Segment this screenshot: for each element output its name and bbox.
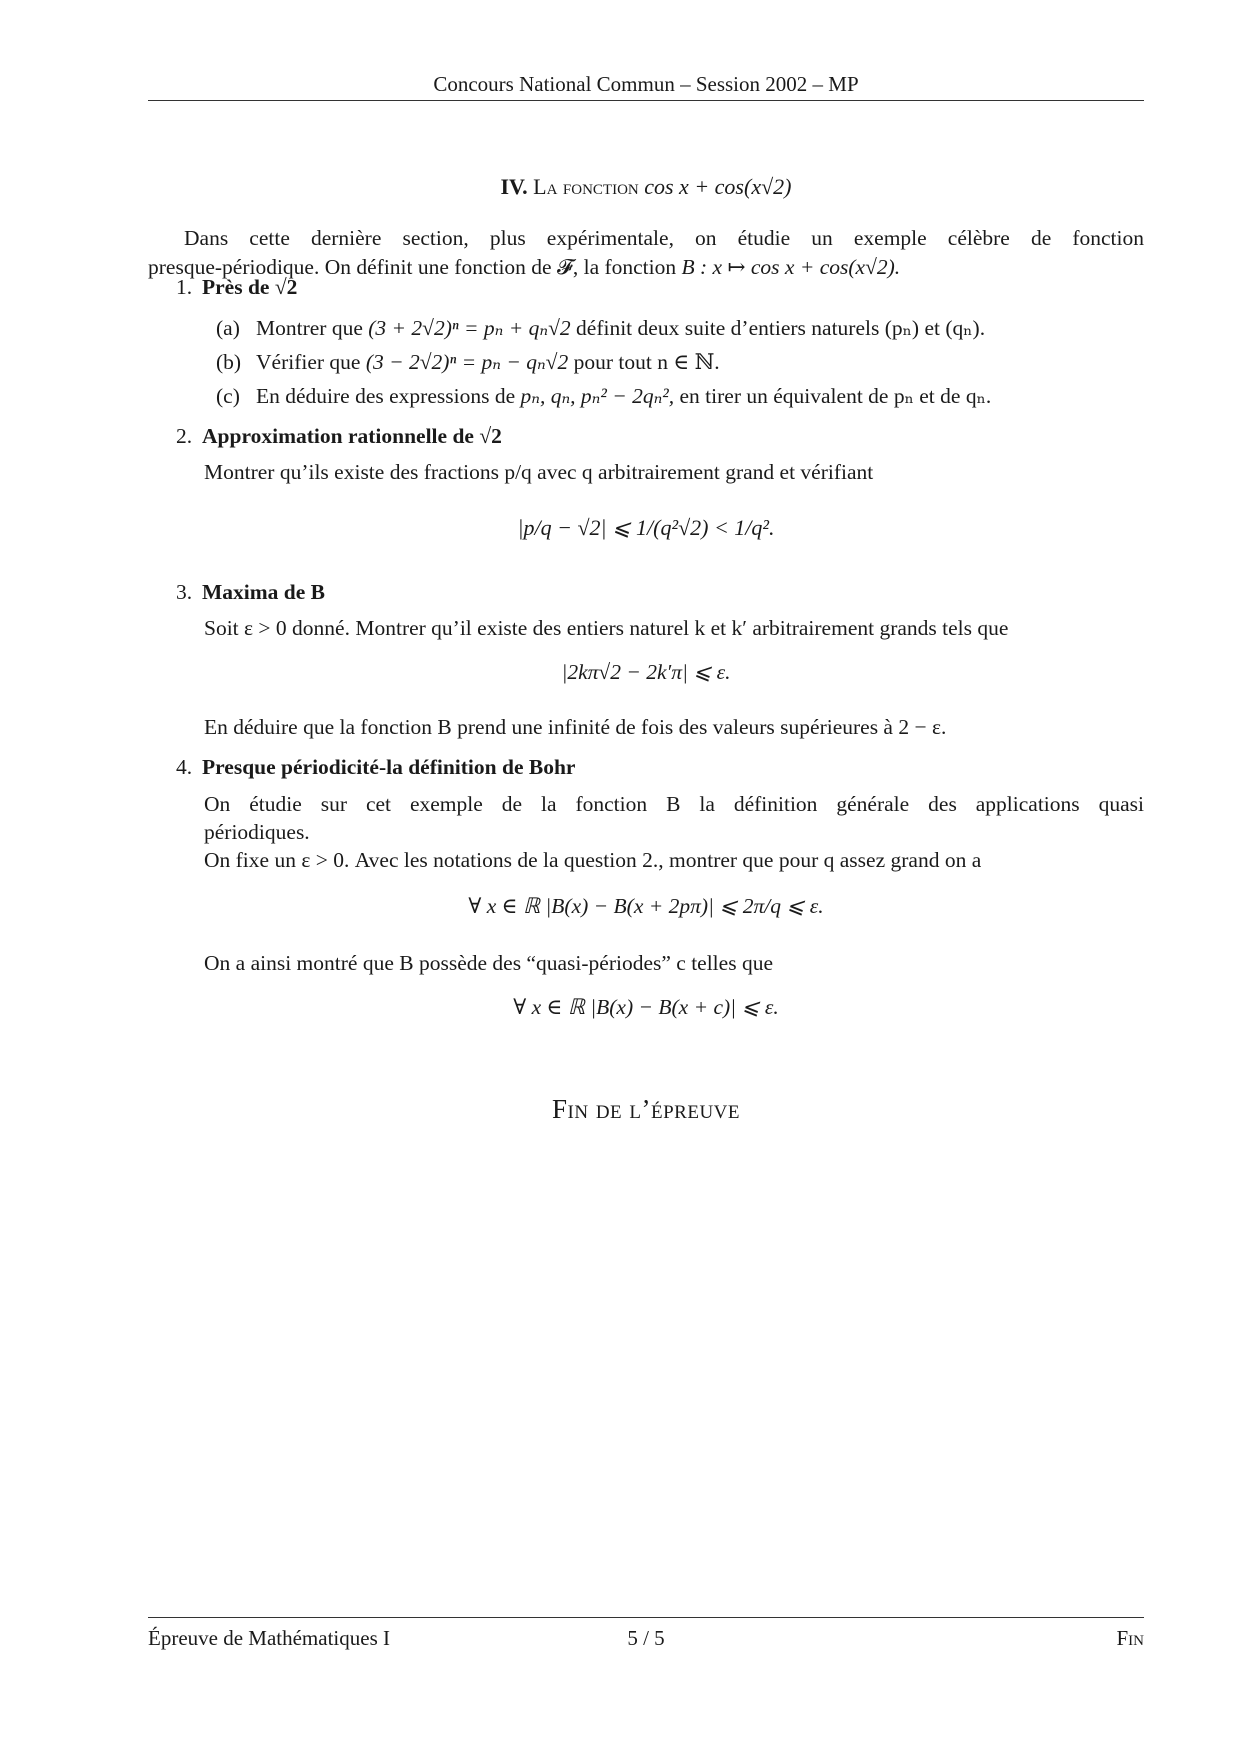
page-footer: [148, 1626, 1144, 1656]
question-4-equation-2-formula: ∀ x ∈ ℝ |B(x) − B(x + c)| ⩽ ε.: [513, 995, 779, 1019]
footer-left: Épreuve de Mathématiques I: [148, 1626, 390, 1650]
question-3-heading: [176, 580, 325, 605]
question-1a: [216, 316, 1144, 341]
question-3-text-2: En déduire que la fonction B prend une infinité de fois des valeurs supérieures à 2 − ε.: [204, 715, 947, 739]
question-3-equation: [148, 660, 1144, 685]
section-formula: cos x + cos(x√2): [644, 174, 792, 199]
question-1a-text-after: définit deux suite d’entiers naturels (pₙ) et (qₙ).: [576, 316, 986, 340]
question-2-title: Approximation rationnelle de √2: [202, 424, 502, 448]
intro-formula: B : x ↦ cos x + cos(x√2).: [681, 255, 901, 279]
intro-paragraph: [148, 224, 1144, 282]
question-3-number: 3.: [176, 580, 193, 604]
question-2-equation-formula: |p/q − √2| ⩽ 1/(q²√2) < 1/q².: [517, 515, 775, 540]
intro-line-1: Dans cette dernière section, plus expérimentale, on étudie un exemple célèbre de fonction: [184, 226, 1144, 250]
question-1b: [216, 350, 1144, 375]
section-label: La fonction: [533, 174, 639, 199]
question-4-equation-1-formula: ∀ x ∈ ℝ |B(x) − B(x + 2pπ)| ⩽ 2π/q ⩽ ε.: [468, 894, 824, 918]
question-1c-formula: pₙ, qₙ, pₙ² − 2qₙ²,: [520, 384, 675, 408]
question-1b-label: (b): [216, 350, 242, 374]
question-4-number: 4.: [176, 755, 193, 779]
question-1b-formula: (3 − 2√2)ⁿ = pₙ − qₙ√2: [365, 350, 569, 374]
question-3-title: Maxima de B: [202, 580, 326, 604]
question-4-line-2: périodiques.: [204, 820, 310, 844]
section-number: IV.: [500, 174, 528, 199]
question-4-line-1: On étudie sur cet exemple de la fonction B la définition générale des applications quasi: [204, 792, 1144, 816]
question-1a-text: Montrer que: [256, 316, 363, 340]
intro-line-2: presque-périodique. On définit une fonction de 𝓕, la fonction: [148, 255, 677, 279]
question-4-equation-1: [148, 884, 1144, 928]
question-2-equation: [148, 500, 1144, 556]
footer-rule: [148, 1617, 1144, 1618]
question-4-title: Presque périodicité-la définition de Bohr: [202, 755, 576, 779]
end-title: Fin de l’épreuve: [552, 1094, 740, 1124]
question-1c-text: En déduire des expressions de: [256, 384, 516, 408]
question-2-number: 2.: [176, 424, 193, 448]
question-4-line-4: On a ainsi montré que B possède des “quasi-périodes” c telles que: [204, 951, 773, 975]
question-1c-text-after: en tirer un équivalent de pₙ et de qₙ.: [679, 384, 992, 408]
question-1c: [216, 384, 1144, 409]
footer-right: Fin: [1116, 1626, 1144, 1650]
question-1b-text: Vérifier que: [256, 350, 361, 374]
question-1-heading: [176, 275, 297, 300]
question-4-line-3: On fixe un ε > 0. Avec les notations de la question 2., montrer que pour q assez grand on a: [204, 848, 982, 872]
footer-page-number: 5 / 5: [627, 1626, 665, 1650]
page-header: Concours National Commun – Session 2002 – MP: [433, 72, 859, 96]
section-title: [148, 174, 1144, 200]
question-1-number: 1.: [176, 275, 193, 299]
question-1b-text-after: pour tout n ∈ ℕ.: [573, 350, 720, 374]
question-2-text: Montrer qu’ils existe des fractions p/q avec q arbitrairement grand et vérifiant: [204, 460, 874, 484]
question-1a-formula: (3 + 2√2)ⁿ = pₙ + qₙ√2: [368, 316, 571, 340]
header-rule: [148, 100, 1144, 101]
question-4-text: [204, 790, 1144, 874]
question-3-equation-formula: |2kπ√2 − 2k′π| ⩽ ε.: [561, 660, 731, 684]
question-4-equation-2: [148, 995, 1144, 1020]
question-1-title: Près de √2: [202, 275, 298, 299]
question-4-heading: [176, 755, 575, 780]
question-1a-label: (a): [216, 316, 240, 340]
question-1c-label: (c): [216, 384, 240, 408]
question-2-heading: [176, 424, 502, 449]
question-3-text: Soit ε > 0 donné. Montrer qu’il existe des entiers naturel k et k′ arbitrairement grands tels que: [204, 616, 1009, 640]
